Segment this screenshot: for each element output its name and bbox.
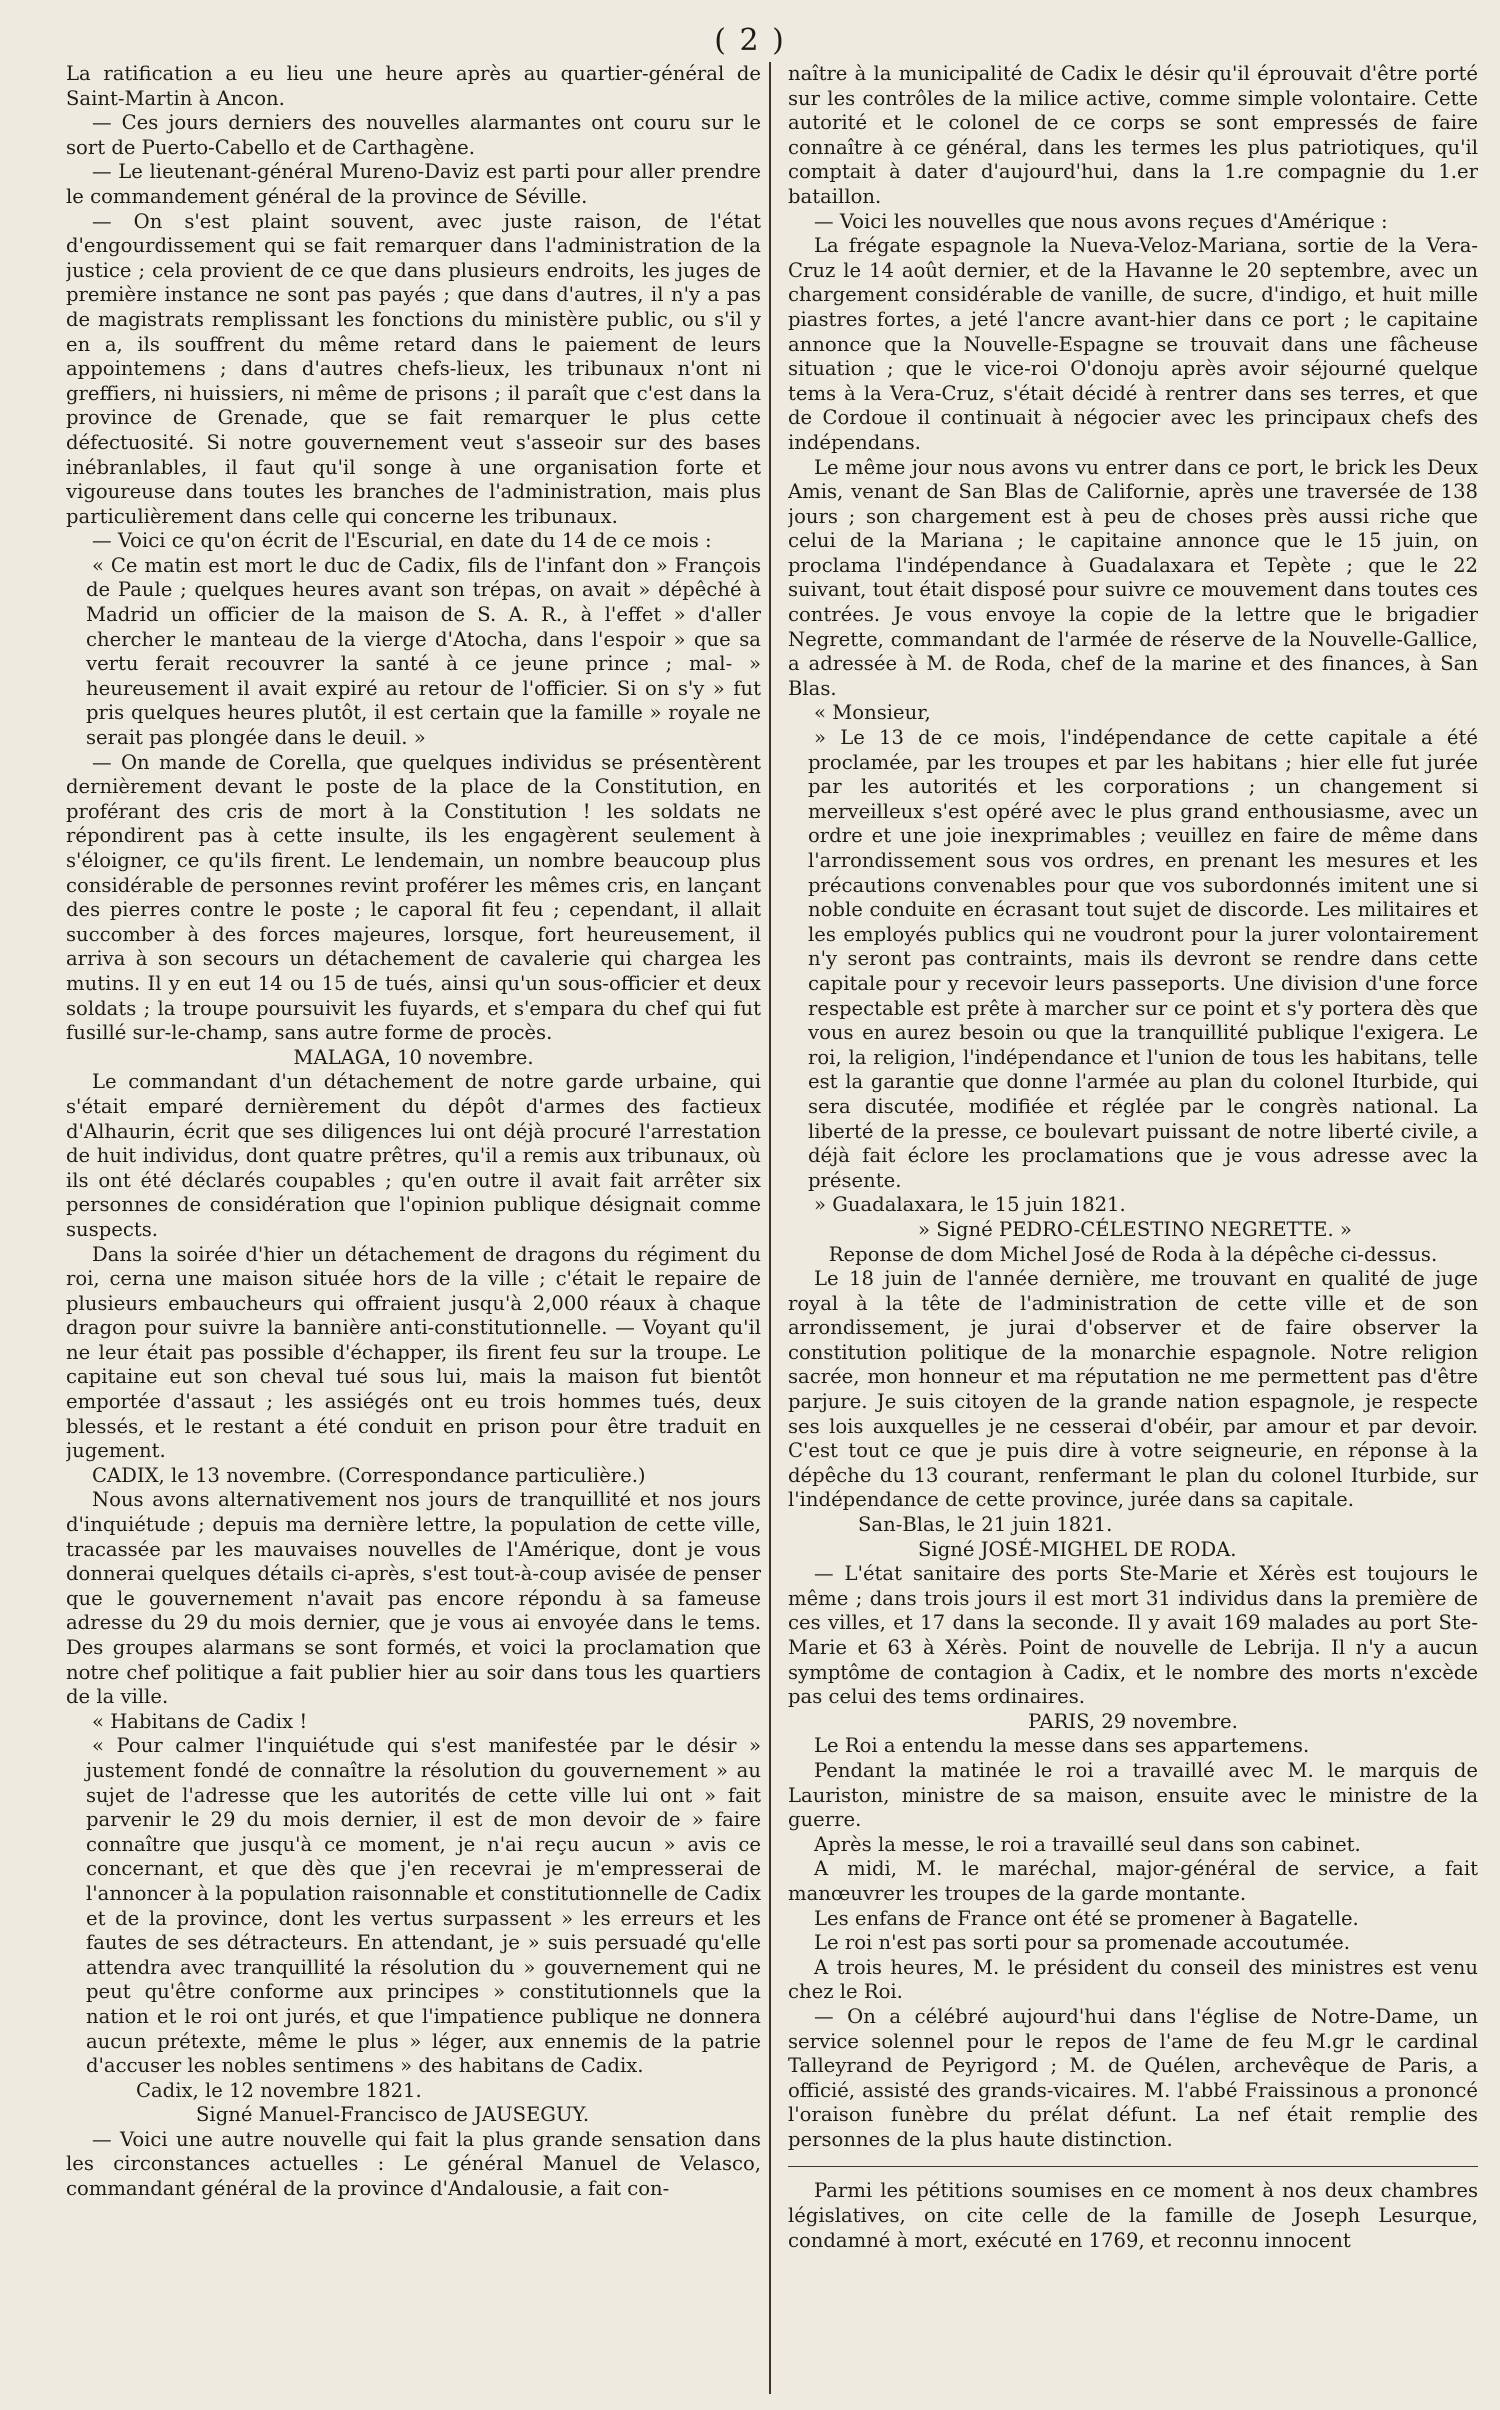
left-column-paragraph: « Ce matin est mort le duc de Cadix, fils de l'infant don » François de Paule ; quelques heures avant son trépas, on avait » dépêché à Madrid un officier de la maison de S. A. R., à l'effet » d'aller chercher le manteau de la vierge d'Atocha, dans l'espoir » que sa vertu ferait recouvrer la santé à ce jeune prince ; mal- » heureusement il avait expiré au retour de l'officier. Si on s'y » fut pris quelques heures plutôt, il est certain que la famille » royale ne serait pas plongée dans le deuil. »: [86, 553, 761, 750]
right-column-paragraph: Parmi les pétitions soumises en ce moment à nos deux chambres législatives, on cite celle de la famille de Joseph Lesurque, condamné à mort, exécuté en 1769, et reconnu innocent: [788, 2179, 1478, 2252]
left-column-paragraph: Dans la soirée d'hier un détachement de dragons du régiment du roi, cerna une maison située hors de la ville ; c'était le repaire de plusieurs embaucheurs qui offraient jusqu'à 2,000 réaux à chaque dragon pour suivre la bannière anti-constitutionnelle. — Voyant qu'il ne leur était pas possible d'échapper, ils firent feu sur la troupe. Le capitaine eut son cheval tué sous lui, mais la maison fut bientôt emportée d'assaut ; les assiégés ont eu trois hommes tués, deux blessés, et le restant a été conduit en prison pour être traduit en jugement.: [66, 1242, 761, 1463]
right-column-paragraph: » Signé PEDRO-CÉLESTINO NEGRETTE. »: [918, 1217, 1352, 1241]
right-column-paragraph: Les enfans de France ont été se promener à Bagatelle.: [814, 1906, 1359, 1930]
right-column-paragraph: naître à la municipalité de Cadix le désir qu'il éprouvait d'être porté sur les contrôles de la milice active, comme simple volontaire. Cette autorité et le colonel de ce corps se sont empressés de faire connaître à ce général, dans les termes les plus patriotiques, qu'il comptait à dater d'aujourd'hui, dans la 1.re compagnie du 1.er bataillon.: [788, 62, 1478, 208]
left-column-paragraph: « Habitans de Cadix !: [92, 1709, 308, 1733]
right-column-paragraph: Pendant la matinée le roi a travaillé avec M. le marquis de Lauriston, ministre de sa maison, ensuite avec le ministre de la guerre.: [788, 1758, 1478, 1832]
left-column-paragraph: « Pour calmer l'inquiétude qui s'est manifestée par le désir » justement fondé de connaître la résolution du gouvernement » au sujet de l'adresse que les autorités de cette ville lui ont » fait parvenir le 29 du mois dernier, il est de mon devoir de » faire connaître que jusqu'à ce moment, je n'ai reçu aucun » avis ce concernant, et que dès que j'en recevrai je m'empresserai de l'annoncer à la population raisonnable et constitutionnelle de Cadix et de la province, dont les vertus surpassent » les erreurs et les fautes de ses détracteurs. En attendant, je » suis persuadé qu'elle attendra avec tranquillité la résolution du » gouvernement qui ne peut qu'être conforme aux principes » constitutionnels que la nation et le roi ont jurés, et que l'impatience publique ne donnera aucun prétexte, même le plus » léger, aux ennemis de la patrie d'accuser les nobles sentimens » des habitans de Cadix.: [86, 1734, 761, 2078]
left-column-paragraph: MALAGA, 10 novembre.: [293, 1045, 534, 1069]
left-column-paragraph: La ratification a eu lieu une heure après au quartier-général de Saint-Martin à Ancon.: [66, 62, 761, 110]
column-divider: [769, 62, 771, 2394]
right-column-paragraph: Reponse de dom Michel José de Roda à la dépêche ci-dessus.: [828, 1242, 1438, 1266]
right-column-paragraph: Le même jour nous avons vu entrer dans ce port, le brick les Deux Amis, venant de San Blas de Californie, après une traversée de 138 jours ; son chargement est à peu de choses près aussi riche que celui de la Mariana ; le capitaine annonce que le 15 juin, on proclama l'indépendance à Guadalaxara et Tepète ; que le 22 suivant, tout était disposé pour suivre ce mouvement dans toutes ces contrées. Je vous envoye la copie de la lettre que le brigadier Negrette, commandant de l'armée de réserve de la Nouvelle-Gallice, a adressée à M. de Roda, chef de la marine et des finances, à San Blas.: [788, 455, 1478, 700]
left-column-paragraph: Le commandant d'un détachement de notre garde urbaine, qui s'était emparé dernièrement du dépôt d'armes des factieux d'Alhaurin, écrit que ses diligences lui ont déjà procuré l'arrestation de huit individus, dont quatre prêtres, qu'il a remis aux tribunaux, où ils ont été déclarés coupables ; qu'en outre il avait fait arrêter six personnes de considération que l'opinion publique désignait comme suspects.: [66, 1070, 761, 1241]
right-column-paragraph: La frégate espagnole la Nueva-Veloz-Mariana, sortie de la Vera-Cruz le 14 août dernier, et de la Havanne le 20 septembre, avec un chargement considérable de vanille, de sucre, d'indigo, et huit mille piastres fortes, a jeté l'ancre avant-hier dans ce port ; le capitaine annonce que la Nouvelle-Espagne se trouvait dans une fâcheuse situation ; que le vice-roi O'donoju après avoir séjourné quelque tems à la Vera-Cruz, s'était décidé à rentrer dans ses terres, et que de Cordoue il continuait à négocier avec les principaux chefs des indépendans.: [788, 234, 1478, 454]
right-column-paragraph: « Monsieur,: [814, 701, 931, 725]
right-column-paragraph: A trois heures, M. le président du conseil des ministres est venu chez le Roi.: [788, 1955, 1478, 2004]
right-column-paragraph: Le roi n'est pas sorti pour sa promenade accoutumée.: [814, 1931, 1350, 1955]
right-column-paragraph: Le Roi a entendu la messe dans ses appartemens.: [814, 1734, 1310, 1758]
right-column-paragraph: — On a célébré aujourd'hui dans l'église de Notre-Dame, un service solennel pour le repos de l'ame de feu M.gr le cardinal Talleyrand de Peyrigord ; M. de Quélen, archevêque de Paris, a officié, assisté des grands-vicaires. M. l'abbé Fraissinous a prononcé l'oraison funèbre du prélat défunt. La nef était remplie des personnes de la plus haute distinction.: [788, 2004, 1478, 2151]
left-column-paragraph: — Voici ce qu'on écrit de l'Escurial, en date du 14 de ce mois :: [92, 529, 712, 553]
right-column-paragraph: San-Blas, le 21 juin 1821.: [858, 1513, 1113, 1537]
left-column-paragraph: Signé Manuel-Francisco de JAUSEGUY.: [196, 2103, 590, 2127]
left-column: [66, 62, 761, 2392]
right-column-paragraph: Signé JOSÉ-MIGHEL DE RODA.: [918, 1537, 1237, 1561]
section-separator: [788, 2166, 1478, 2167]
left-column-paragraph: CADIX, le 13 novembre. (Correspondance particulière.): [92, 1463, 646, 1487]
left-column-paragraph: — On s'est plaint souvent, avec juste raison, de l'état d'engourdissement qui se fait remarquer dans l'administration de la justice ; cela provient de ce que dans plusieurs endroits, les juges de première instance ne sont pas payés ; que dans d'autres, il n'y a pas de magistrats remplissant les fonctions du ministère public, ou s'il y en a, ils souffrent du même retard dans le paiement de leurs appointemens ; dans d'autres chefs-lieux, les tribunaux n'ont ni greffiers, ni huissiers, ni même de prisons ; il paraît que c'est dans la province de Grenade, que se fait remarquer le plus cette défectuosité. Si notre gouvernement veut s'asseoir sur des bases inébranlables, il faut qu'il songe à une organisation forte et vigoureuse dans toutes les branches de l'administration, mais plus particulièrement dans celle qui concerne les tribunaux.: [66, 209, 761, 528]
right-column: [788, 62, 1478, 2392]
page-number: ( 2 ): [714, 23, 786, 58]
left-column-paragraph: Nous avons alternativement nos jours de tranquillité et nos jours d'inquiétude ; depuis ma dernière lettre, la population de cette ville, tracassée par les mauvaises nouvelles de l'Amérique, dont je vous donnerai quelques détails ci-après, s'est tout-à-coup avisée de penser que le gouvernement n'avait pas encore répondu à sa fameuse adresse du 29 du mois dernier, que je vous ai envoyée dans le tems. Des groupes alarmans se sont formés, et voici la proclamation que notre chef politique a fait publier hier au soir dans tous les quartiers de la ville.: [66, 1488, 761, 1709]
right-column-paragraph: » Le 13 de ce mois, l'indépendance de cette capitale a été proclamée, par les troupes et par les habitans ; hier elle fut jurée par les autorités et les corporations ; un changement si merveilleux s'est opéré avec le plus grand enthousiasme, avec un ordre et une joie inexprimables ; veuillez en faire de même dans l'arrondissement sous vos ordres, en prenant les mesures et les précautions convenables pour que vos subordonnés imitent une si noble conduite en écrasant tout sujet de discorde. Les militaires et les employés publics qui ne voudront pour la jurer volontairement n'y seront pas contraints, mais ils devront se rendre dans cette capitale pour y recevoir leurs passeports. Une division d'une force respectable est prête à marcher sur ce point et s'y portera dès que vous en aurez besoin ou que la tranquillité publique l'exigera. Le roi, la religion, l'indépendance et l'union de tous les habitans, telle est la garantie que donne l'armée au plan du colonel Iturbide, qui sera discutée, modifiée et réglée par le congrès national. La liberté de la presse, ce boulevart puissant de notre liberté civile, a déjà fait éclore les proclamations que je vous adresse avec la présente.: [808, 726, 1478, 1192]
left-column-paragraph: — On mande de Corella, que quelques individus se présentèrent dernièrement devant le poste de la place de la Constitution, en proférant des cris de mort à la Constitution ! les soldats ne répondirent pas à cette insulte, ils les engagèrent seulement à s'éloigner, ce qu'ils firent. Le lendemain, un nombre beaucoup plus considérable de personnes revint proférer les mêmes cris, en lançant des pierres contre le poste ; le caporal fit feu ; cependant, il allait succomber à des forces majeures, lorsque, fort heureusement, il arriva à son secours un détachement de cavalerie qui chargea les mutins. Il y en eut 14 ou 15 de tués, ainsi qu'un sous-officier et deux soldats ; la troupe poursuivit les fuyards, et s'empara du chef qui fut fusillé sur-le-champ, sans autre forme de procès.: [66, 750, 761, 1045]
left-column-paragraph: Cadix, le 12 novembre 1821.: [136, 2078, 422, 2102]
right-column-paragraph: Le 18 juin de l'année dernière, me trouvant en qualité de juge royal à la tête de l'administration de cette ville et de son arrondissement, je jurai d'observer et de faire observer la constitution politique de la monarchie espagnole. Notre religion sacrée, mon honneur et ma réputation ne me permettent pas d'être parjure. Je suis citoyen de la grande nation espagnole, je respecte ses lois auxquelles je ne cesserai d'obéir, par amour et par devoir. C'est tout ce que je puis dire à votre seigneurie, en réponse à la dépêche du 13 courant, renfermant le plan du colonel Iturbide, sur l'indépendance de cette province, jurée dans sa capitale.: [788, 1267, 1478, 1512]
right-column-paragraph: A midi, M. le maréchal, major-général de service, a fait manœuvrer les troupes de la garde montante.: [788, 1857, 1478, 1905]
right-column-paragraph: — Voici les nouvelles que nous avons reçues d'Amérique :: [814, 209, 1388, 233]
left-column-paragraph: — Le lieutenant-général Mureno-Daviz est parti pour aller prendre le commandement général de la province de Séville.: [66, 160, 761, 208]
right-column-paragraph: PARIS, 29 novembre.: [1028, 1709, 1238, 1733]
right-column-paragraph: — L'état sanitaire des ports Ste-Marie et Xérès est toujours le même ; dans trois jours il est mort 31 individus dans la première de ces villes, et 17 dans la seconde. Il y avait 169 malades au port Ste-Marie et 63 à Xérès. Point de nouvelle de Lebrija. Il n'y a aucun symptôme de contagion à Cadix, et le nombre des morts n'excède pas celui des tems ordinaires.: [788, 1562, 1478, 1709]
right-column-paragraph: Après la messe, le roi a travaillé seul dans son cabinet.: [814, 1832, 1361, 1856]
right-column-paragraph: » Guadalaxara, le 15 juin 1821.: [814, 1193, 1126, 1217]
left-column-paragraph: — Voici une autre nouvelle qui fait la plus grande sensation dans les circonstances actuelles : Le général Manuel de Velasco, commandant général de la province d'Andalousie, a fait con-: [66, 2127, 761, 2201]
left-column-paragraph: — Ces jours derniers des nouvelles alarmantes ont couru sur le sort de Puerto-Cabello et de Carthagène.: [66, 111, 761, 159]
